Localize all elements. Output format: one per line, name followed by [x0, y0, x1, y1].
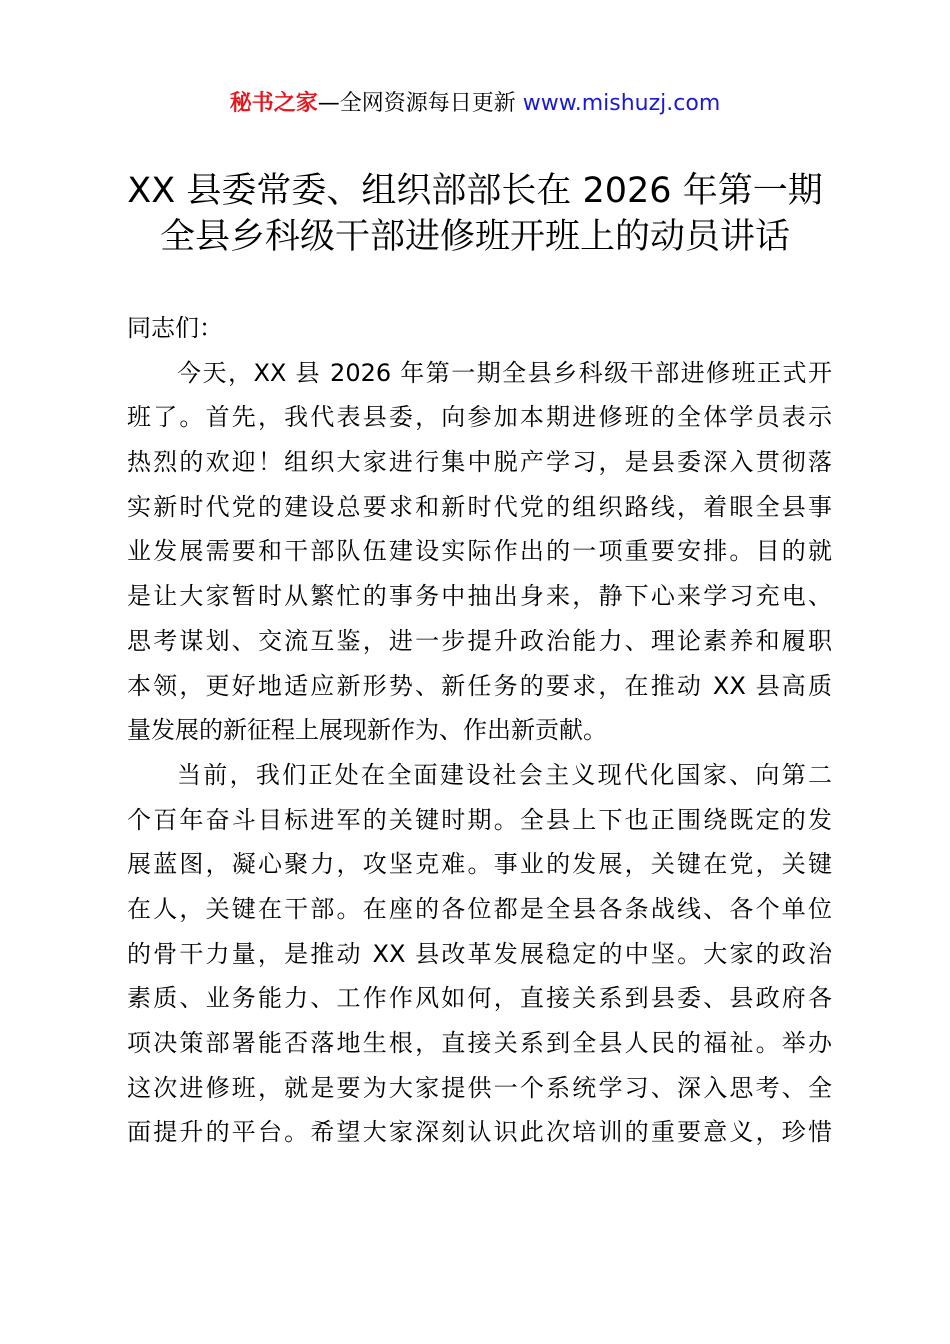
paragraph-line: 面提升的平台。希望大家深刻认识此次培训的重要意义，珍惜	[127, 1118, 832, 1147]
paragraph-line: 业发展需要和干部队伍建设实际作出的一项重要安排。目的就	[127, 537, 832, 566]
greeting: 同志们：	[127, 314, 223, 342]
site-url-link[interactable]: www.mishuzj.com	[522, 91, 721, 116]
paragraph-line: 这次进修班，就是要为大家提供一个系统学习、深入思考、全	[127, 1073, 832, 1102]
paragraph-line: 素质、业务能力、工作作风如何，直接关系到县委、县政府各	[127, 984, 832, 1013]
title-line: XX 县委常委、组织部部长在 2026 年第一期	[127, 171, 823, 211]
paragraph-line: 本领，更好地适应新形势、新任务的要求，在推动 XX 县高质	[127, 671, 832, 700]
document-title	[120, 168, 830, 260]
paragraph-line: 热烈的欢迎！组织大家进行集中脱产学习，是县委深入贯彻落	[127, 448, 832, 477]
paragraph-line: 个百年奋斗目标进军的关键时期。全县上下也正围绕既定的发	[127, 805, 832, 834]
paragraph-line: 班了。首先，我代表县委，向参加本期进修班的全体学员表示	[127, 403, 832, 432]
title-line: 全县乡科级干部进修班开班上的动员讲话	[159, 217, 790, 257]
paragraph-line: 量发展的新征程上展现新作为、作出新贡献。	[127, 716, 607, 745]
paragraph-line: 在人，关键在干部。在座的各位都是全县各条战线、各个单位	[127, 894, 832, 923]
paragraph-line: 的骨干力量，是推动 XX 县改革发展稳定的中坚。大家的政治	[127, 939, 832, 968]
paragraph-line: 项决策部署能否落地生根，直接关系到全县人民的福祉。举办	[127, 1029, 832, 1057]
paragraph-line: 实新时代党的建设总要求和新时代党的组织路线，着眼全县事	[127, 492, 832, 521]
paragraph-line: 今天，XX 县 2026 年第一期全县乡科级干部进修班正式开	[177, 358, 832, 387]
site-header	[0, 88, 950, 120]
paragraph-line: 展蓝图，凝心聚力，攻坚克难。事业的发展，关键在党，关键	[127, 850, 832, 879]
paragraph	[127, 753, 832, 1155]
paragraph-line: 当前，我们正处在全面建设社会主义现代化国家、向第二	[177, 760, 832, 789]
paragraphs	[127, 351, 832, 1155]
brand-name: 秘书之家	[229, 91, 318, 116]
header-slogan: —全网资源每日更新	[317, 91, 516, 116]
document-body	[127, 306, 832, 1155]
paragraph	[127, 351, 832, 753]
paragraph-line: 是让大家暂时从繁忙的事务中抽出身来，静下心来学习充电、	[127, 582, 832, 611]
paragraph-line: 思考谋划、交流互鉴，进一步提升政治能力、理论素养和履职	[127, 626, 832, 655]
